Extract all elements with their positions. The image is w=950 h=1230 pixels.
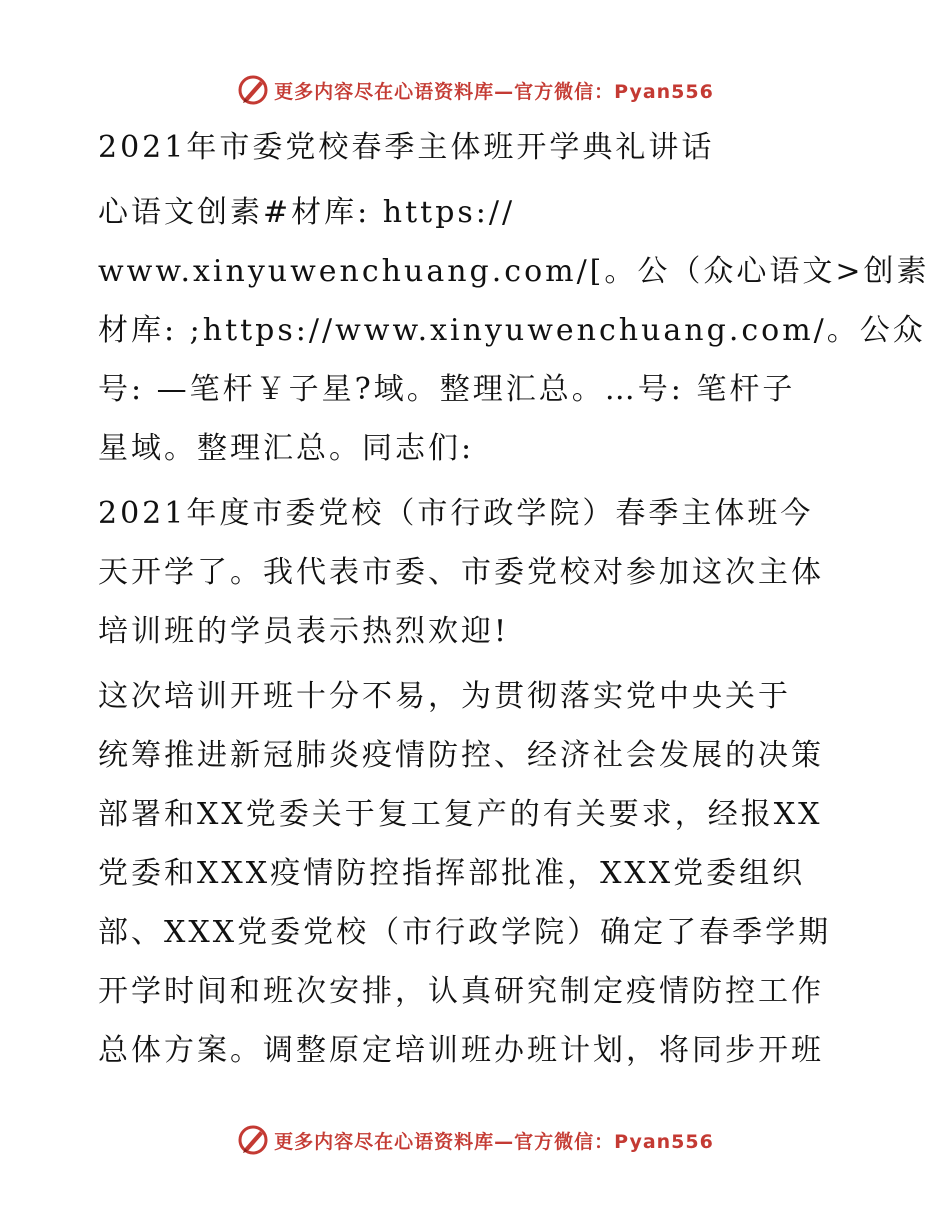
pen-logo-icon [236,1123,270,1157]
text-line: www.xinyuwenchuang.com/[。公（众心语文>创素 [98,254,930,289]
text-line: 这次培训开班十分不易，为贯彻落实党中央关于 [98,679,791,714]
document-body [98,118,930,1080]
text-line: 天开学了。我代表市委、市委党校对参加这次主体 [98,555,824,590]
text-line: 党委和XXX疫情防控指挥部批准，XXX党委组织 [98,856,806,891]
text-line: 培训班的学员表示热烈欢迎! [98,614,510,649]
wechat-id: 官方微信：Pyan556 [514,80,714,103]
header-banner [0,70,950,110]
text-line: 星域。整理汇总。同志们: [98,431,475,466]
document-title: 2021年市委党校春季主体班开学典礼讲话 [98,130,715,165]
text-line: 部署和XX党委关于复工复产的有关要求，经报XX [98,797,823,832]
pen-logo-icon [236,73,270,107]
text-line: 统筹推进新冠肺炎疫情防控、经济社会发展的决策 [98,738,824,773]
text-line: 2021年度市委党校（市行政学院）春季主体班今 [98,496,814,531]
text-line: 心语文创素#材库: https:// [98,195,516,230]
text-line: 号: —笔杆￥子星?域。整理汇总。…号: 笔杆子 [98,372,796,407]
footer-banner [0,1120,950,1160]
text-line: 部、XXX党委党校（市行政学院）确定了春季学期 [98,915,832,950]
banner-text: 更多内容尽在心语资料库— [274,1130,515,1153]
text-line: 总体方案。调整原定培训班办班计划，将同步开班 [98,1033,824,1068]
banner-text: 更多内容尽在心语资料库— [274,80,515,103]
text-line: 开学时间和班次安排，认真研究制定疫情防控工作 [98,974,824,1009]
wechat-id: 官方微信：Pyan556 [514,1130,714,1153]
text-line: 材库: ;https://www.xinyuwenchuang.com/。公众 [98,313,926,348]
